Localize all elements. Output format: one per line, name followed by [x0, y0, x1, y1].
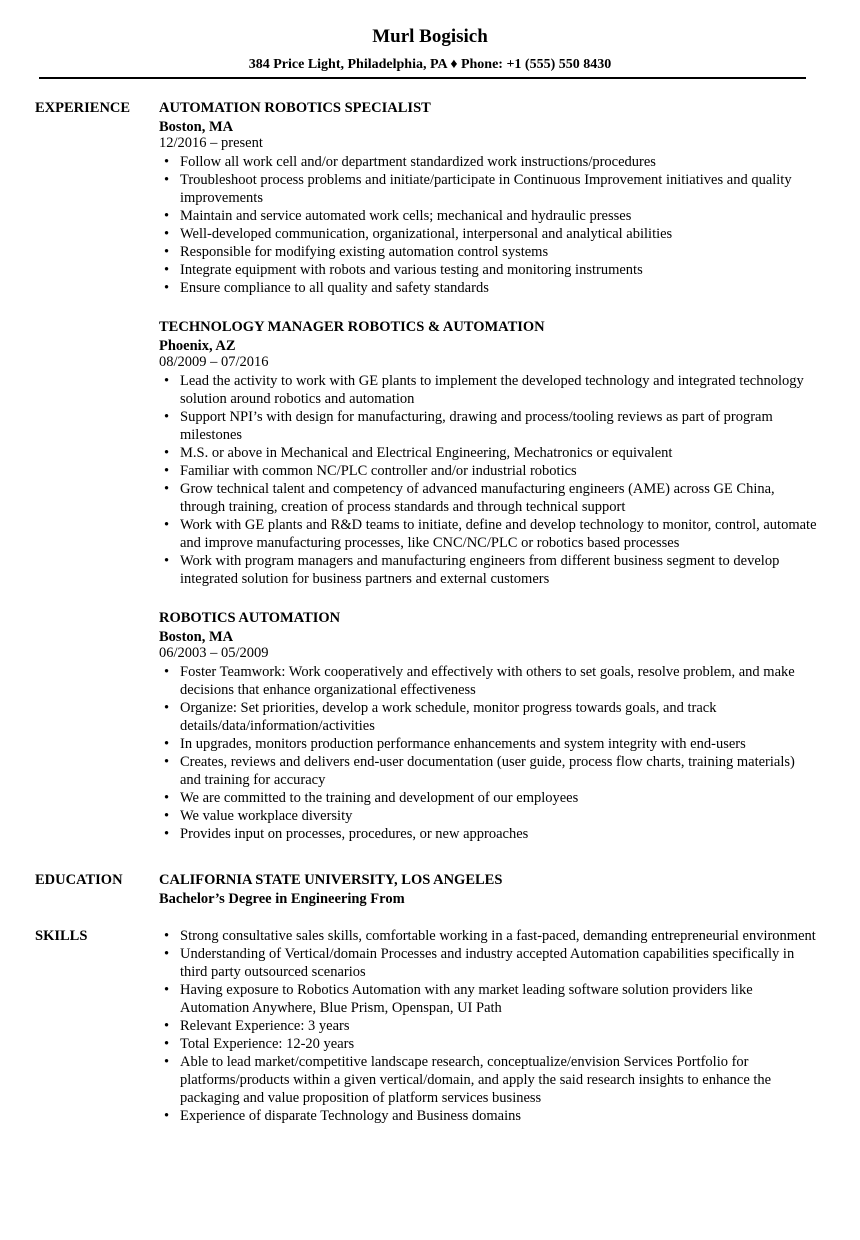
bullet-item: • Troubleshoot process problems and initiate/participate in Continuous Improvement initiatives and quality improvements — [159, 171, 819, 207]
job-dates: 06/2003 – 05/2009 — [159, 645, 269, 661]
section-label-education: EDUCATION — [35, 872, 123, 888]
degree-name: Bachelor’s Degree in Engineering From — [159, 891, 405, 907]
job-bullets — [159, 372, 819, 588]
section-label-experience: EXPERIENCE — [35, 100, 131, 116]
bullet-item: • Lead the activity to work with GE plants to implement the developed technology and integrated technology solution around robotics and automation — [159, 372, 819, 408]
bullet-item: • Ensure compliance to all quality and safety standards — [159, 279, 819, 297]
bullet-item: • We are committed to the training and development of our employees — [159, 789, 819, 807]
bullet-item: • Provides input on processes, procedures, or new approaches — [159, 825, 819, 843]
skill-item: • Relevant Experience: 3 years — [159, 1017, 819, 1035]
skills-body — [159, 927, 819, 1125]
bullet-item: • Foster Teamwork: Work cooperatively and effectively with others to set goals, resolve problem, and make decisions that enhance organizational effectiveness — [159, 663, 819, 699]
job-location: Boston, MA — [159, 119, 234, 135]
candidate-name: Murl Bogisich — [372, 26, 488, 47]
contact-line: 384 Price Light, Philadelphia, PA ♦ Phone: +1 (555) 550 8430 — [248, 57, 612, 72]
bullet-item: • Support NPI’s with design for manufacturing, drawing and process/tooling reviews as part of program milestones — [159, 408, 819, 444]
job-entry — [159, 609, 819, 843]
skill-item: • Strong consultative sales skills, comfortable working in a fast-paced, demanding entrepreneurial environment — [159, 927, 819, 945]
job-entry — [159, 318, 819, 588]
bullet-item: • Grow technical talent and competency of advanced manufacturing engineers (AME) across GE China, through training, creation of process standards and through technical support — [159, 480, 819, 516]
bullet-item: • Organize: Set priorities, develop a work schedule, monitor progress towards goals, and track details/data/information/activities — [159, 699, 819, 735]
bullet-item: • Integrate equipment with robots and various testing and monitoring instruments — [159, 261, 819, 279]
job-title: AUTOMATION ROBOTICS SPECIALIST — [159, 100, 431, 116]
job-bullets — [159, 153, 819, 297]
bullet-item: • We value workplace diversity — [159, 807, 819, 825]
skills-bullets — [159, 927, 819, 1125]
school-name: CALIFORNIA STATE UNIVERSITY, LOS ANGELES — [159, 872, 503, 888]
education-body — [159, 871, 819, 908]
job-bullets — [159, 663, 819, 843]
bullet-item: • Familiar with common NC/PLC controller and/or industrial robotics — [159, 462, 819, 480]
experience-body — [159, 99, 819, 843]
skill-item: • Experience of disparate Technology and Business domains — [159, 1107, 819, 1125]
bullet-item: • Well-developed communication, organizational, interpersonal and analytical abilities — [159, 225, 819, 243]
bullet-item: • Work with GE plants and R&D teams to initiate, define and develop technology to monitor, control, automate and improve manufacturing processes, like CNC/NC/PLC or robotics based processes — [159, 516, 819, 552]
job-title: ROBOTICS AUTOMATION — [159, 610, 341, 626]
bullet-item: • Follow all work cell and/or department standardized work instructions/procedures — [159, 153, 819, 171]
bullet-item: • Responsible for modifying existing automation control systems — [159, 243, 819, 261]
bullet-item: • Maintain and service automated work cells; mechanical and hydraulic presses — [159, 207, 819, 225]
job-dates: 08/2009 – 07/2016 — [159, 354, 269, 370]
bullet-item: • M.S. or above in Mechanical and Electrical Engineering, Mechatronics or equivalent — [159, 444, 819, 462]
bullet-item: • In upgrades, monitors production performance enhancements and system integrity with end-users — [159, 735, 819, 753]
resume-header — [0, 26, 860, 73]
bullet-item: • Work with program managers and manufacturing engineers from different business segment to develop integrated solution for business partners and external customers — [159, 552, 819, 588]
header-divider — [39, 77, 806, 79]
skill-item: • Understanding of Vertical/domain Processes and industry accepted Automation capabilities specifically in third party outsourced scenarios — [159, 945, 819, 981]
skill-item: • Able to lead market/competitive landscape research, conceptualize/envision Services Portfolio for platforms/products within a given vertical/domain, and apply the said research insights to enhance the packaging and value proposition of platform services business — [159, 1053, 819, 1107]
job-location: Phoenix, AZ — [159, 338, 236, 354]
job-location: Boston, MA — [159, 629, 234, 645]
job-dates: 12/2016 – present — [159, 135, 263, 151]
skill-item: • Having exposure to Robotics Automation with any market leading software solution providers like Automation Anywhere, Blue Prism, Openspan, UI Path — [159, 981, 819, 1017]
skill-item: • Total Experience: 12-20 years — [159, 1035, 819, 1053]
job-title: TECHNOLOGY MANAGER ROBOTICS & AUTOMATION — [159, 319, 545, 335]
section-label-skills: SKILLS — [35, 928, 88, 944]
job-entry — [159, 99, 819, 297]
bullet-item: • Creates, reviews and delivers end-user documentation (user guide, process flow charts, training materials) and training for accuracy — [159, 753, 819, 789]
